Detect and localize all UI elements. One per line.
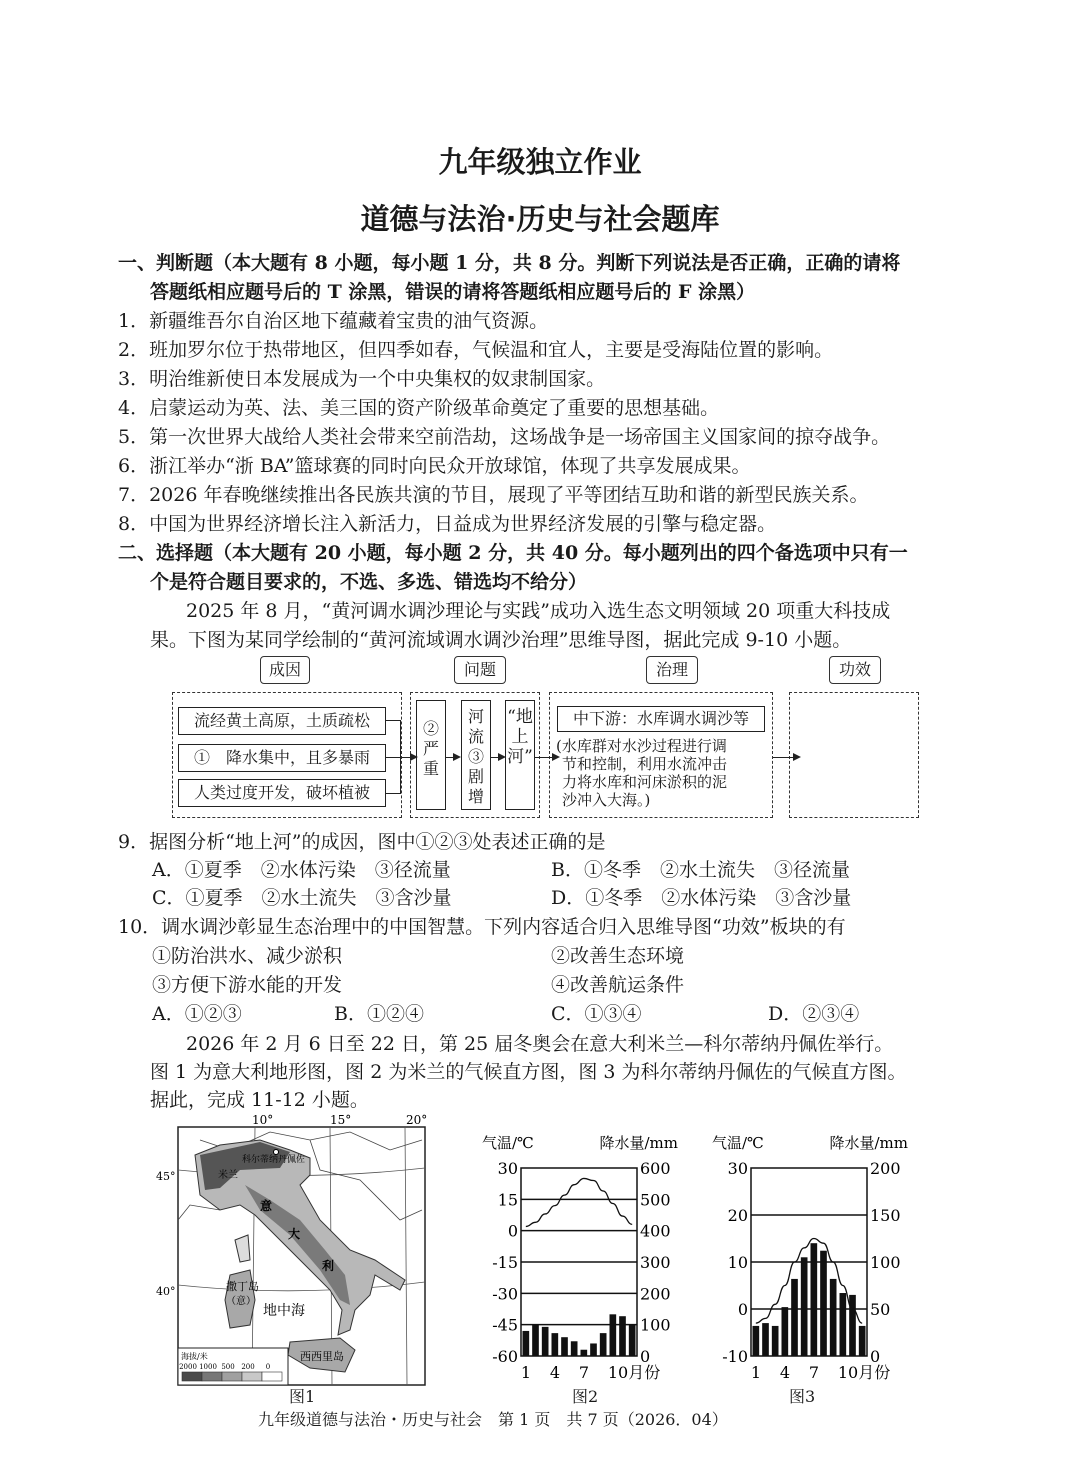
mediterranean-label: 地中海 bbox=[263, 1303, 305, 1319]
precipitation-bar bbox=[840, 1293, 847, 1356]
precipitation-bar bbox=[542, 1327, 549, 1356]
figure-3-caption: 图3 bbox=[789, 1387, 816, 1406]
precipitation-bar bbox=[830, 1279, 837, 1356]
passage-line: 2026 年 2 月 6 日至 22 日，第 25 届冬奥会在意大利米兰—科尔蒂纳丹佩佐举行。 bbox=[186, 1033, 894, 1055]
problem-box: “地上河” bbox=[505, 700, 535, 810]
right-tick-label: 200 bbox=[870, 1159, 901, 1178]
legend-swatch bbox=[222, 1372, 242, 1381]
precipitation-bar bbox=[523, 1331, 530, 1356]
header-effects: 功效 bbox=[829, 656, 881, 684]
precipitation-bar bbox=[629, 1325, 636, 1356]
precipitation-bar bbox=[820, 1251, 827, 1356]
q9-option-d: D．①冬季 ②水体污染 ③含沙量 bbox=[551, 887, 852, 909]
y-axis-left-label: 气温/℃ bbox=[482, 1134, 534, 1152]
left-tick-label: -10 bbox=[722, 1347, 748, 1366]
header-governance: 治理 bbox=[646, 656, 698, 684]
judgment-item: 2．班加罗尔位于热带地区，但四季如春，气候温和宜人，主要是受海陆位置的影响。 bbox=[118, 339, 834, 361]
y-axis-right-label: 降水量/mm bbox=[599, 1134, 678, 1152]
judgment-item: 7．2026 年春晚继续推出各民族共演的节目，展现了平等团结互助和谐的新型民族关系。 bbox=[118, 484, 869, 506]
left-tick-label: -15 bbox=[492, 1253, 518, 1272]
italy-label-yi: 意 bbox=[260, 1199, 273, 1213]
x-tick-label: 7 bbox=[808, 1363, 820, 1382]
precipitation-bar bbox=[782, 1307, 789, 1356]
cortina-climate-chart bbox=[700, 1128, 920, 1388]
figure-2-caption: 图2 bbox=[572, 1387, 599, 1406]
header-causes: 成因 bbox=[260, 656, 310, 684]
problem-box: 河流③剧增 bbox=[461, 700, 491, 810]
judgment-item: 8．中国为世界经济增长注入新活力，日益成为世界经济发展的引擎与稳定器。 bbox=[118, 513, 777, 535]
governance-note: 沙冲入大海。) bbox=[562, 791, 651, 809]
legend-value: 200 bbox=[241, 1363, 255, 1371]
x-tick-label: 4 bbox=[779, 1363, 791, 1382]
governance-note: (水库群对水沙过程进行调 bbox=[556, 737, 727, 755]
sardinia-label: 撒丁岛 bbox=[226, 1280, 259, 1293]
x-tick-label: 10月份 bbox=[607, 1363, 661, 1382]
italy-terrain-map bbox=[156, 1110, 440, 1390]
precipitation-bar bbox=[811, 1243, 818, 1356]
precipitation-bar bbox=[552, 1333, 559, 1356]
left-tick-label: 30 bbox=[727, 1159, 748, 1178]
question-10-stem: 10．调水调沙彰显生态治理中的中国智慧。下列内容适合归入思维导图“功效”板块的有 bbox=[118, 916, 846, 938]
legend-title: 海拔/米 bbox=[181, 1352, 208, 1361]
left-tick-label: 0 bbox=[737, 1300, 748, 1319]
x-tick-label: 1 bbox=[750, 1363, 762, 1382]
right-tick-label: 0 bbox=[640, 1347, 651, 1366]
problem-box: ②严重 bbox=[416, 700, 446, 810]
governance-note: 节和控制，利用水流冲击 bbox=[562, 755, 728, 773]
passage-line: 据此，完成 11-12 小题。 bbox=[150, 1089, 369, 1111]
q10-option-b: B．①②④ bbox=[334, 1003, 424, 1025]
question-9-stem: 9．据图分析“地上河”的成因，图中①②③处表述正确的是 bbox=[118, 831, 606, 853]
precipitation-bar bbox=[849, 1295, 856, 1356]
precipitation-bar bbox=[791, 1279, 798, 1356]
precipitation-bar bbox=[590, 1343, 597, 1356]
milan-climate-chart bbox=[470, 1128, 690, 1388]
precipitation-bar bbox=[581, 1350, 588, 1356]
page-subtitle: 道德与法治·历史与社会题库 bbox=[360, 202, 720, 236]
right-tick-label: 500 bbox=[640, 1190, 671, 1210]
q10-statement: ③方便下游水能的开发 bbox=[152, 974, 343, 996]
sicily-label: 西西里岛 bbox=[300, 1350, 344, 1363]
italy-label-li: 利 bbox=[322, 1259, 335, 1273]
precipitation-bar bbox=[801, 1257, 808, 1356]
header-problems: 问题 bbox=[454, 656, 506, 684]
governance-note: 力将水库和河床淤积的泥 bbox=[562, 773, 728, 791]
y-axis-right-label: 降水量/mm bbox=[829, 1134, 908, 1152]
right-tick-label: 100 bbox=[870, 1253, 901, 1272]
left-tick-label: 20 bbox=[727, 1206, 748, 1225]
q10-option-c: C．①③④ bbox=[551, 1003, 642, 1025]
arrow-icon bbox=[386, 757, 416, 758]
right-tick-label: 100 bbox=[640, 1315, 671, 1335]
x-tick-label: 1 bbox=[520, 1363, 532, 1382]
sardinia-note: （意） bbox=[226, 1296, 256, 1307]
q10-option-a: A．①②③ bbox=[152, 1003, 242, 1025]
milan-label: 米兰 bbox=[218, 1170, 238, 1181]
longitude-label: 15° bbox=[330, 1113, 352, 1127]
longitude-label: 20° bbox=[406, 1113, 428, 1127]
legend-swatch bbox=[242, 1372, 262, 1381]
q9-option-b: B．①冬季 ②水土流失 ③径流量 bbox=[551, 859, 850, 881]
section1-heading-cont: 答题纸相应题号后的 T 涂黑，错误的请将答题纸相应题号后的 F 涂黑） bbox=[150, 281, 756, 303]
legend-swatch bbox=[262, 1372, 282, 1381]
q9-option-c: C．①夏季 ②水土流失 ③含沙量 bbox=[152, 887, 452, 909]
passage-line: 2025 年 8 月，“黄河调水调沙理论与实践”成功入选生态文明领域 20 项重大科技成 bbox=[186, 600, 891, 622]
section2-heading-cont: 个是符合题目要求的，不选、多选、错选均不给分） bbox=[150, 571, 588, 593]
passage-line: 果。下图为某同学绘制的“黄河流域调水调沙治理”思维导图，据此完成 9-10 小题。 bbox=[150, 629, 852, 651]
q10-statement: ②改善生态环境 bbox=[551, 945, 685, 967]
legend-value: 500 bbox=[221, 1363, 235, 1371]
legend-swatch bbox=[182, 1372, 202, 1381]
arrow-icon bbox=[445, 757, 459, 758]
precipitation-bar bbox=[619, 1316, 626, 1356]
cortina-label: 科尔蒂纳丹佩佐 bbox=[242, 1155, 306, 1165]
left-tick-label: -30 bbox=[492, 1284, 518, 1304]
left-tick-label: -60 bbox=[492, 1347, 518, 1366]
judgment-item: 6．浙江举办“浙 BA”篮球赛的同时向民众开放球馆，体现了共享发展成果。 bbox=[118, 455, 751, 477]
left-tick-label: 10 bbox=[727, 1253, 748, 1272]
legend-value: 0 bbox=[265, 1363, 271, 1371]
precipitation-bar bbox=[610, 1314, 617, 1356]
y-axis-left-label: 气温/℃ bbox=[712, 1134, 764, 1152]
precipitation-bar bbox=[762, 1323, 769, 1356]
right-tick-label: 50 bbox=[870, 1300, 891, 1319]
figure-1-caption: 图1 bbox=[289, 1387, 316, 1406]
left-tick-label: -45 bbox=[492, 1315, 518, 1335]
precipitation-bar bbox=[571, 1341, 578, 1356]
passage-line: 图 1 为意大利地形图，图 2 为米兰的气候直方图，图 3 为科尔蒂纳丹佩佐的气候直方图。 bbox=[150, 1061, 907, 1083]
right-tick-label: 0 bbox=[870, 1347, 881, 1366]
italy-label-da: 大 bbox=[288, 1227, 301, 1241]
precipitation-bar bbox=[600, 1333, 607, 1356]
precipitation-bar bbox=[532, 1325, 539, 1356]
q10-statement: ①防治洪水、减少淤积 bbox=[152, 945, 343, 967]
precipitation-bar bbox=[772, 1326, 779, 1356]
legend-value: 2000 bbox=[179, 1363, 197, 1371]
page-title: 九年级独立作业 bbox=[438, 145, 642, 179]
latitude-label: 45° bbox=[156, 1170, 176, 1183]
right-tick-label: 300 bbox=[640, 1253, 671, 1272]
section1-heading: 一、判断题（本大题有 8 小题，每小题 1 分，共 8 分。判断下列说法是否正确，正确的请将 bbox=[118, 252, 901, 274]
cause-box: ① 降水集中，且多暴雨 bbox=[178, 744, 386, 772]
x-tick-label: 4 bbox=[549, 1363, 561, 1382]
temperature-line bbox=[526, 1178, 632, 1226]
right-tick-label: 600 bbox=[640, 1159, 671, 1178]
latitude-label: 40° bbox=[156, 1285, 176, 1298]
q10-option-d: D．②③④ bbox=[768, 1003, 860, 1025]
section2-heading: 二、选择题（本大题有 20 小题，每小题 2 分，共 40 分。每小题列出的四个备选项中只有一 bbox=[118, 542, 908, 564]
effects-group bbox=[789, 692, 919, 818]
x-tick-label: 10月份 bbox=[837, 1363, 891, 1382]
right-tick-label: 400 bbox=[640, 1221, 671, 1241]
precipitation-bar bbox=[753, 1326, 760, 1356]
precipitation-bar bbox=[859, 1326, 866, 1356]
left-tick-label: 15 bbox=[497, 1190, 518, 1210]
cause-box: 流经黄土高原，土质疏松 bbox=[178, 707, 386, 735]
left-tick-label: 30 bbox=[497, 1159, 518, 1178]
judgment-item: 4．启蒙运动为英、法、美三国的资产阶级革命奠定了重要的思想基础。 bbox=[118, 397, 720, 419]
cause-box: 人类过度开发，破坏植被 bbox=[178, 779, 386, 807]
right-tick-label: 200 bbox=[640, 1284, 671, 1304]
governance-box: 中下游：水库调水调沙等 bbox=[557, 706, 765, 732]
arrow-icon bbox=[490, 757, 504, 758]
judgment-item: 5．第一次世界大战给人类社会带来空前浩劫，这场战争是一场帝国主义国家间的掠夺战争。 bbox=[118, 426, 891, 448]
judgment-item: 1．新疆维吾尔自治区地下蕴藏着宝贵的油气资源。 bbox=[118, 310, 549, 332]
legend-swatch bbox=[202, 1372, 222, 1381]
arrow-icon bbox=[534, 757, 558, 758]
temperature-line bbox=[756, 1239, 862, 1324]
precipitation-bar bbox=[561, 1337, 568, 1356]
page-footer: 九年级道德与法治・历史与社会 第 1 页 共 7 页（2026．04） bbox=[258, 1410, 728, 1429]
x-tick-label: 7 bbox=[578, 1363, 590, 1382]
judgment-item: 3．明治维新使日本发展成为一个中央集权的奴隶制国家。 bbox=[118, 368, 606, 390]
longitude-label: 10° bbox=[252, 1113, 274, 1127]
cortina-marker bbox=[274, 1150, 279, 1155]
arrow-icon bbox=[773, 757, 799, 758]
left-tick-label: 0 bbox=[507, 1221, 518, 1241]
legend-value: 1000 bbox=[199, 1363, 217, 1371]
q10-statement: ④改善航运条件 bbox=[551, 974, 685, 996]
right-tick-label: 150 bbox=[870, 1206, 901, 1225]
q9-option-a: A．①夏季 ②水体污染 ③径流量 bbox=[152, 859, 451, 881]
